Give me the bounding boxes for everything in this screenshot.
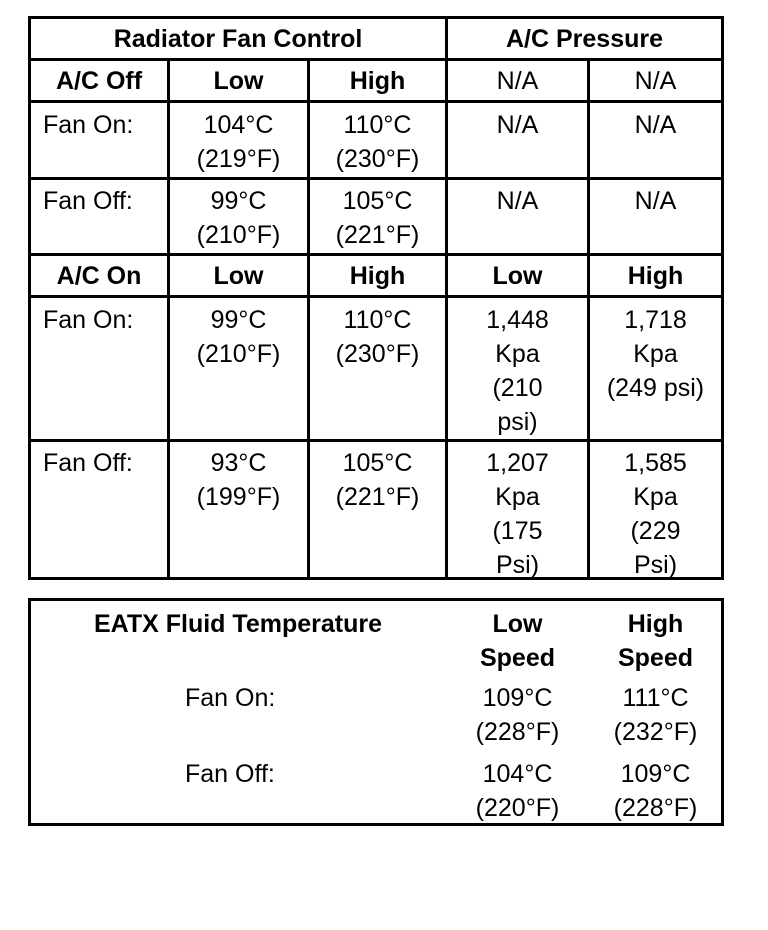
eatx-fan-off-label: Fan Off: bbox=[185, 760, 275, 788]
ac-off-fan-off-low: 99°C (210°F) bbox=[196, 187, 281, 249]
eatx-fan-on-high: 111°C (232°F) bbox=[613, 684, 698, 746]
ac-off-fan-on-low: 104°C (219°F) bbox=[196, 111, 281, 173]
ac-off-label: A/C Off bbox=[55, 67, 143, 95]
ac-off-fan-on-label: Fan On: bbox=[43, 111, 134, 139]
ac-on-low-header: Low bbox=[213, 262, 264, 290]
ac-off-pressure-high: N/A bbox=[634, 67, 677, 95]
high-speed-header: High Speed bbox=[617, 610, 694, 672]
eatx-fluid-temperature-table bbox=[28, 598, 724, 826]
ac-on-pressure-high-header: High bbox=[627, 262, 684, 290]
ac-off-high-header: High bbox=[349, 67, 406, 95]
ac-off-fan-on-pressure-high: N/A bbox=[634, 111, 677, 139]
divider bbox=[31, 253, 721, 256]
ac-on-label: A/C On bbox=[56, 262, 142, 290]
ac-on-high-header: High bbox=[349, 262, 406, 290]
radiator-fan-control-table bbox=[28, 16, 724, 580]
ac-off-fan-on-high: 110°C (230°F) bbox=[335, 111, 420, 173]
eatx-fan-off-low: 104°C (220°F) bbox=[475, 760, 560, 822]
ac-off-fan-off-label: Fan Off: bbox=[43, 187, 133, 215]
ac-on-fan-on-label: Fan On: bbox=[43, 306, 134, 334]
low-speed-header: Low Speed bbox=[479, 610, 556, 672]
eatx-title: EATX Fluid Temperature bbox=[93, 610, 382, 638]
divider bbox=[31, 439, 721, 442]
ac-off-low-header: Low bbox=[213, 67, 264, 95]
ac-off-fan-off-pressure-high: N/A bbox=[634, 187, 677, 215]
radiator-fan-control-header: Radiator Fan Control bbox=[113, 25, 363, 53]
divider bbox=[31, 177, 721, 180]
ac-on-fan-on-low: 99°C (210°F) bbox=[196, 306, 281, 368]
ac-on-fan-off-label: Fan Off: bbox=[43, 449, 133, 477]
eatx-fan-off-high: 109°C (228°F) bbox=[613, 760, 698, 822]
ac-on-pressure-low-header: Low bbox=[492, 262, 543, 290]
ac-on-fan-on-pressure-low: 1,448 Kpa (210 psi) bbox=[486, 306, 549, 436]
ac-on-fan-on-high: 110°C (230°F) bbox=[335, 306, 420, 368]
ac-on-fan-on-pressure-high: 1,718 Kpa (249 psi) bbox=[606, 306, 705, 402]
ac-on-fan-off-pressure-low: 1,207 Kpa (175 Psi) bbox=[486, 449, 549, 579]
ac-on-fan-off-pressure-high: 1,585 Kpa (229 Psi) bbox=[624, 449, 687, 579]
eatx-fan-on-label: Fan On: bbox=[185, 684, 276, 712]
divider bbox=[31, 58, 721, 61]
ac-on-fan-off-low: 93°C (199°F) bbox=[196, 449, 281, 511]
divider bbox=[31, 100, 721, 103]
divider bbox=[31, 295, 721, 298]
eatx-fan-on-low: 109°C (228°F) bbox=[475, 684, 560, 746]
ac-on-fan-off-high: 105°C (221°F) bbox=[335, 449, 420, 511]
ac-pressure-header: A/C Pressure bbox=[505, 25, 664, 53]
ac-off-fan-off-high: 105°C (221°F) bbox=[335, 187, 420, 249]
ac-off-pressure-low: N/A bbox=[496, 67, 539, 95]
ac-off-fan-on-pressure-low: N/A bbox=[496, 111, 539, 139]
ac-off-fan-off-pressure-low: N/A bbox=[496, 187, 539, 215]
